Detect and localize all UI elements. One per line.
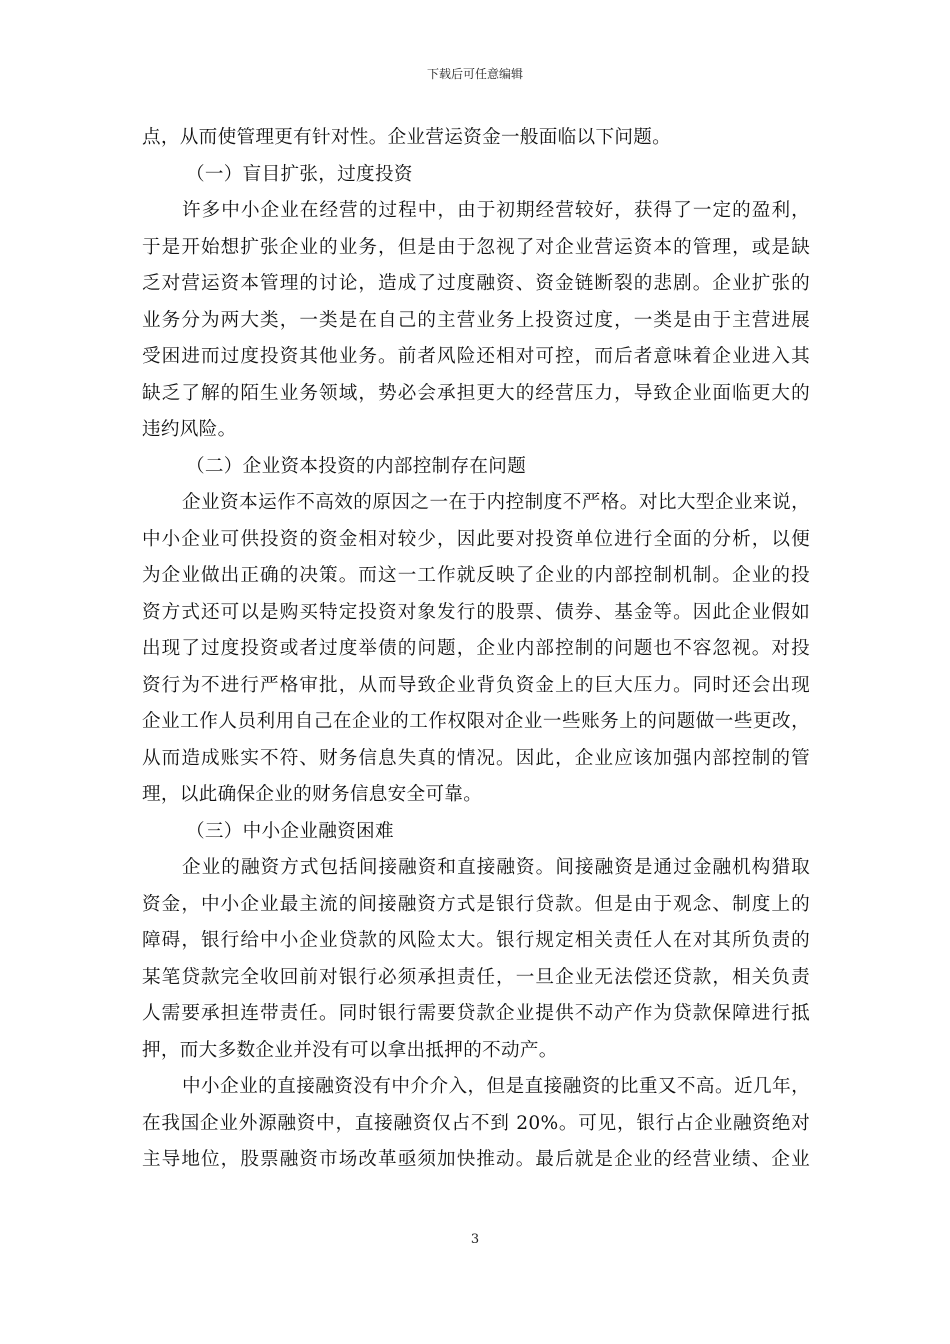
text-line: 押，而大多数企业并没有可以拿出抵押的不动产。 <box>142 1039 558 1061</box>
text-line: 为企业做出正确的决策。而这一工作就反映了企业的内部控制机制。企业的投 <box>142 565 810 586</box>
section-heading: （二）企业资本投资的内部控制存在问题 <box>186 455 527 477</box>
text-line: 人需要承担连带责任。同时银行需要贷款企业提供不动产作为贷款保障进行抵 <box>142 1003 810 1024</box>
text-line: 在我国企业外源融资中，直接融资仅占不到 20%。可见，银行占企业融资绝对 <box>142 1112 810 1134</box>
text-line: 缺乏了解的陌生业务领域，势必会承担更大的经营压力，导致企业面临更大的 <box>142 382 810 404</box>
text-line: 障碍，银行给中小企业贷款的风险太大。银行规定相关责任人在对其所负责的 <box>142 930 810 951</box>
text-line: 某笔贷款完全收回前对银行必须承担责任，一旦企业无法偿还贷款，相关负责 <box>142 966 810 988</box>
text-line: 乏对营运资本管理的讨论，造成了过度融资、资金链断裂的悲剧。企业扩张的 <box>142 273 810 294</box>
text-line: 违约风险。 <box>142 419 237 440</box>
section-heading: （一）盲目扩张，过度投资 <box>186 163 413 185</box>
text-line: 出现了过度投资或者过度举债的问题，企业内部控制的问题也不容忽视。对投 <box>142 638 810 659</box>
text-line: 资行为不进行严格审批，从而导致企业背负资金上的巨大压力。同时还会出现 <box>142 674 810 696</box>
paragraph-first-line: 企业资本运作不高效的原因之一在于内控制度不严格。对比大型企业来说， <box>182 492 810 513</box>
document-body <box>142 120 810 1179</box>
text-line: 点，从而使管理更有针对性。企业营运资金一般面临以下问题。 <box>142 127 672 148</box>
text-line: 中小企业可供投资的资金相对较少，因此要对投资单位进行全面的分析，以便 <box>142 528 810 550</box>
paragraph-first-line: 企业的融资方式包括间接融资和直接融资。间接融资是通过金融机构猎取 <box>182 857 810 878</box>
paragraph-first-line: 中小企业的直接融资没有中介介入，但是直接融资的比重又不高。近几年， <box>182 1076 810 1097</box>
text-line: 从而造成账实不符、财务信息失真的情况。因此，企业应该加强内部控制的管 <box>142 747 810 769</box>
text-line: 企业工作人员利用自己在企业的工作权限对企业一些账务上的问题做一些更改， <box>142 711 810 732</box>
paragraph-first-line: 许多中小企业在经营的过程中，由于初期经营较好，获得了一定的盈利， <box>182 200 810 221</box>
text-line: 业务分为两大类，一类是在自己的主营业务上投资过度，一类是由于主营进展 <box>142 309 810 331</box>
page-number: 3 <box>470 1232 480 1247</box>
text-line: 主导地位，股票融资市场改革亟须加快推动。最后就是企业的经营业绩、企业 <box>142 1149 810 1170</box>
text-line: 理，以此确保企业的财务信息安全可靠。 <box>142 784 483 805</box>
page-header: 下载后可任意编辑 <box>426 67 523 81</box>
text-line: 资金，中小企业最主流的间接融资方式是银行贷款。但是由于观念、制度上的 <box>142 893 810 915</box>
text-line: 于是开始想扩张企业的业务，但是由于忽视了对企业营运资本的管理，或是缺 <box>142 236 810 258</box>
text-line: 资方式还可以是购买特定投资对象发行的股票、债券、基金等。因此企业假如 <box>142 601 810 623</box>
section-heading: （三）中小企业融资困难 <box>186 820 394 842</box>
text-line: 受困进而过度投资其他业务。前者风险还相对可控，而后者意味着企业进入其 <box>142 346 810 367</box>
